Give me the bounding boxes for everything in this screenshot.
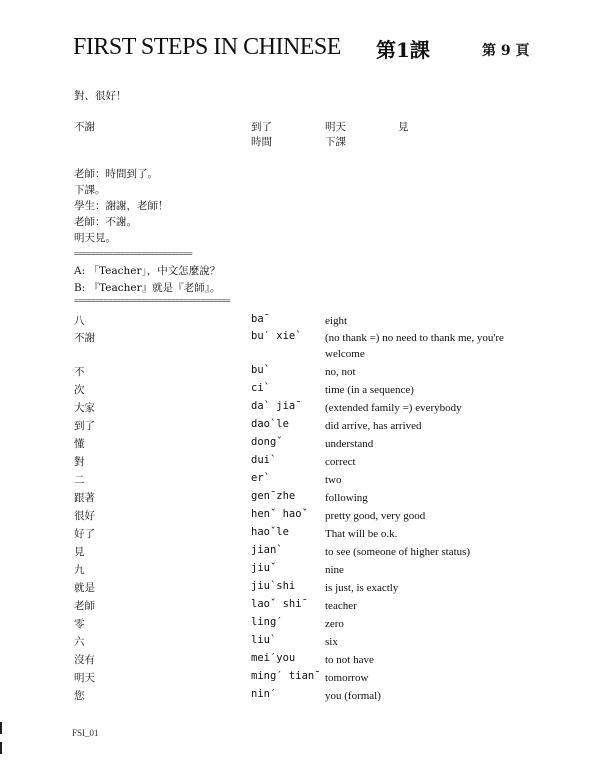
- vocab-english: (extended family =) everybody: [325, 402, 462, 414]
- page-number: 第 9 頁: [482, 43, 530, 59]
- vocab-row: [0, 508, 605, 526]
- lesson-label: 第1課: [376, 38, 430, 62]
- vocab-english: two: [325, 474, 342, 486]
- vocab-pinyin: haoˇle: [251, 526, 289, 538]
- scan-edge-mark: [0, 722, 2, 734]
- vocab-hanzi: 不: [74, 366, 85, 378]
- vocab-english: zero: [325, 618, 344, 630]
- dialogue-line: 老師：不謝。: [74, 216, 137, 228]
- word-grid-item: 不謝: [74, 121, 95, 133]
- vocab-pinyin: liu`: [251, 634, 277, 646]
- vocab-pinyin: bu`: [251, 364, 270, 376]
- vocab-pinyin: ci`: [251, 382, 270, 394]
- word-grid-item: 時間: [251, 136, 272, 148]
- vocab-row: [0, 472, 605, 490]
- vocab-pinyin: ba¯: [251, 313, 270, 325]
- vocab-hanzi: 到了: [74, 420, 95, 432]
- vocab-hanzi: 二: [74, 474, 85, 486]
- vocab-pinyin: gen¯zhe: [251, 490, 296, 502]
- vocab-row: [0, 598, 605, 616]
- vocab-english: teacher: [325, 600, 357, 612]
- vocab-hanzi: 很好: [74, 510, 95, 522]
- vocab-row: [0, 490, 605, 508]
- vocab-row: [0, 400, 605, 418]
- vocab-row: [0, 634, 605, 652]
- vocab-row: [0, 688, 605, 706]
- vocab-pinyin: ming′ tian¯: [251, 670, 321, 682]
- vocab-pinyin: jiu`shi: [251, 580, 296, 592]
- vocab-english: is just, is exactly: [325, 582, 399, 594]
- vocab-hanzi: 零: [74, 618, 85, 630]
- vocab-english: correct: [325, 456, 356, 468]
- vocab-hanzi: 對: [74, 456, 85, 468]
- vocab-row: [0, 652, 605, 670]
- vocab-english: did arrive, has arrived: [325, 420, 422, 432]
- vocab-row: [0, 526, 605, 544]
- vocab-pinyin: dao`le: [251, 418, 289, 430]
- dialogue-line: 老師：時間到了。: [74, 168, 158, 180]
- vocab-hanzi: 九: [74, 564, 85, 576]
- vocab-pinyin: jian`: [251, 544, 283, 556]
- vocab-pinyin: nin′: [251, 688, 277, 700]
- vocab-english: time (in a sequence): [325, 384, 414, 396]
- vocab-english: understand: [325, 438, 374, 450]
- vocab-pinyin: mei′you: [251, 652, 296, 664]
- vocab-row: [0, 313, 605, 331]
- vocab-pinyin: laoˇ shi¯: [251, 598, 308, 610]
- vocab-english: That will be o.k.: [325, 528, 398, 540]
- vocab-hanzi: 好了: [74, 528, 95, 540]
- vocab-pinyin: henˇ haoˇ: [251, 508, 308, 520]
- vocab-hanzi: 您: [74, 690, 85, 702]
- vocab-pinyin: dongˇ: [251, 436, 283, 448]
- vocab-english: to not have: [325, 654, 374, 666]
- intro-line: 對、很好！: [74, 90, 127, 102]
- word-grid-item: 下課: [325, 136, 346, 148]
- vocab-hanzi: 跟著: [74, 492, 95, 504]
- separator-rule: =====================================: [74, 296, 231, 305]
- word-grid-item: 到了: [251, 121, 272, 133]
- footer-code: FSI_01: [72, 728, 99, 738]
- word-grid-item: 見: [398, 121, 409, 133]
- vocab-hanzi: 六: [74, 636, 85, 648]
- dialogue-line: 下課。: [74, 184, 106, 196]
- page-title: FIRST STEPS IN CHINESE: [73, 34, 341, 60]
- vocab-english: to see (someone of higher status): [325, 546, 471, 558]
- vocab-pinyin: jiuˇ: [251, 562, 277, 574]
- vocab-hanzi: 明天: [74, 672, 95, 684]
- vocab-row: [0, 382, 605, 400]
- vocab-row: [0, 580, 605, 598]
- qa-line-b: B: 『Teacher』就是『老師』。: [74, 282, 221, 294]
- vocab-english: eight: [325, 315, 347, 327]
- vocab-hanzi: 就是: [74, 582, 95, 594]
- dialogue-line: 學生：謝謝，老師！: [74, 200, 169, 212]
- vocab-hanzi: 大家: [74, 402, 95, 414]
- vocab-hanzi: 見: [74, 546, 85, 558]
- vocab-row: [0, 562, 605, 580]
- vocab-pinyin: ling′: [251, 616, 283, 628]
- vocab-english: you (formal): [325, 690, 381, 702]
- vocab-row: [0, 616, 605, 634]
- vocab-row: [0, 454, 605, 472]
- vocab-row: [0, 544, 605, 562]
- vocab-hanzi: 老師: [74, 600, 95, 612]
- vocab-english: six: [325, 636, 338, 648]
- vocab-row: [0, 418, 605, 436]
- vocab-pinyin: bu′ xie`: [251, 330, 302, 342]
- vocab-english: no, not: [325, 366, 356, 378]
- vocab-hanzi: 八: [74, 315, 85, 327]
- vocab-pinyin: dui`: [251, 454, 277, 466]
- vocab-hanzi: 沒有: [74, 654, 95, 666]
- vocab-english: (no thank =) no need to thank me, you're welcome: [325, 332, 504, 360]
- dialogue-line: 明天見。: [74, 232, 116, 244]
- vocab-pinyin: er`: [251, 472, 270, 484]
- vocab-row: [0, 364, 605, 382]
- word-grid-item: 明天: [325, 121, 346, 133]
- vocab-row: [0, 670, 605, 688]
- vocab-hanzi: 次: [74, 384, 85, 396]
- vocab-hanzi: 不謝: [74, 332, 95, 344]
- vocab-english: pretty good, very good: [325, 510, 426, 522]
- vocab-pinyin: da` jia¯: [251, 400, 302, 412]
- vocab-english: nine: [325, 564, 344, 576]
- vocab-hanzi: 懂: [74, 438, 85, 450]
- vocab-english: following: [325, 492, 368, 504]
- scan-edge-mark: [0, 742, 2, 754]
- separator-rule: ============================: [74, 249, 193, 258]
- vocab-row: [0, 436, 605, 454]
- qa-line-a: A: 「Teacher」，中文怎麼說？: [74, 265, 221, 277]
- vocab-row: [0, 330, 605, 360]
- vocab-english: tomorrow: [325, 672, 369, 684]
